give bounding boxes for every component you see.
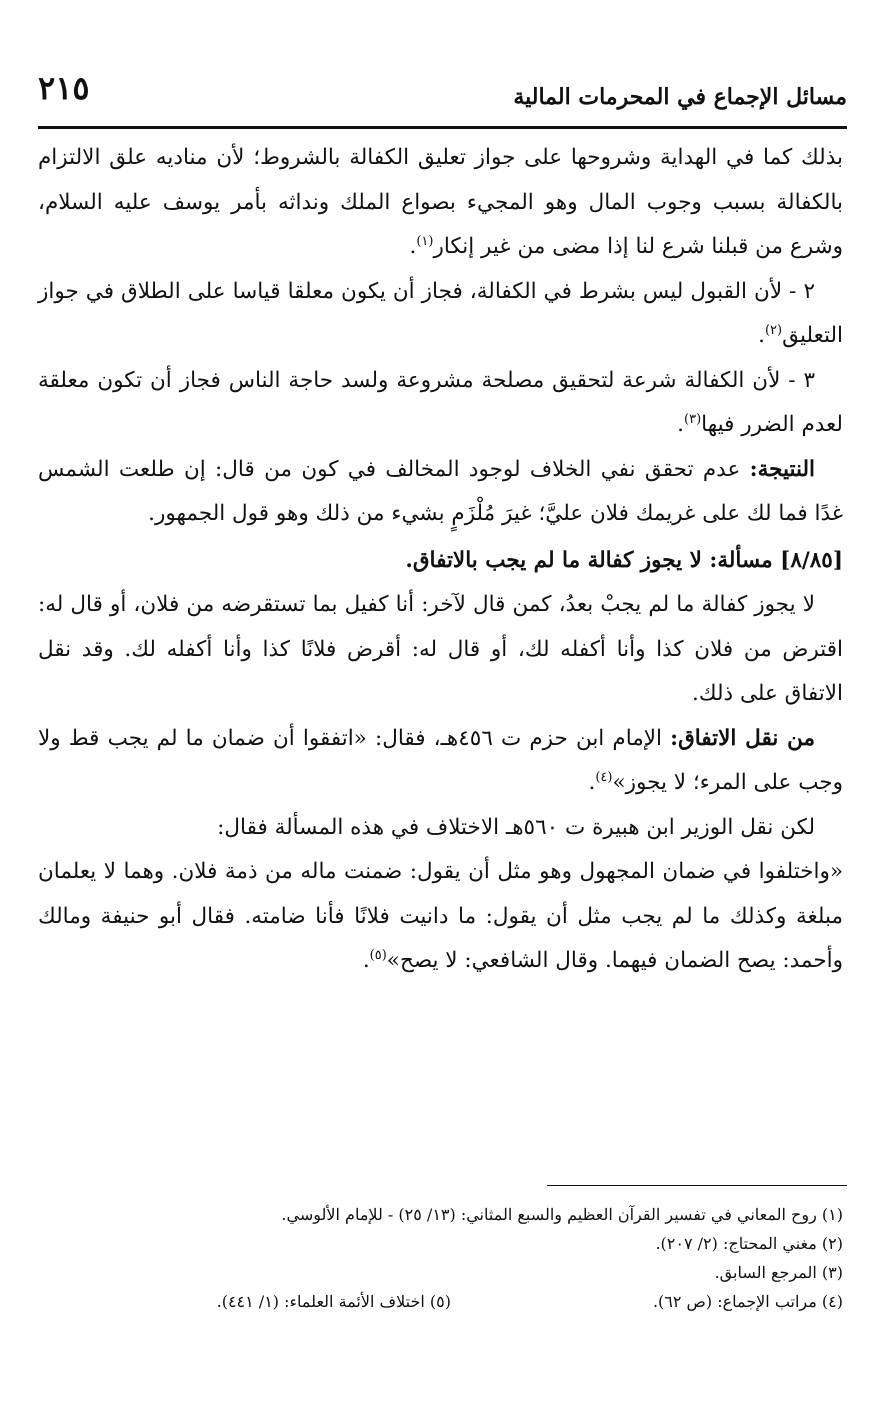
paragraph-text: الإمام ابن حزم ت ٤٥٦هـ، فقال: «اتفقوا أن ضمان ما لم يجب قط ولا وجب على المرء؛ لا يجوز» xyxy=(38,725,843,795)
footnote-row xyxy=(38,1287,843,1316)
paragraph-text: بذلك كما في الهداية وشروحها على جواز تعليق الكفالة بالشروط؛ لأن مناديه علق الالتزام بالكفالة بسبب وجوب المال وهو المجيء بصواع الملك ونداثه بأمر يوسف عليه السلام، وشرع من قبلنا شرع لنا إذا مضى من غير إنكار xyxy=(38,145,843,259)
footnote: (١) روح المعاني في تفسير القرآن العظيم والسبع المثاني: (١٣/ ٢٥) - للإمام الألوسي. xyxy=(281,1205,843,1224)
footnotes xyxy=(38,1200,843,1316)
paragraph: ٢ - لأن القبول ليس بشرط في الكفالة، فجاز أن يكون معلقا قياسا على الطلاق في جواز التعليق$^{(٢)}$. xyxy=(38,278,843,348)
footnote: (٣) المرجع السابق. xyxy=(714,1263,843,1282)
result-label: النتيجة: xyxy=(749,456,815,482)
footnote: (٥) اختلاف الأئمة العلماء: (١/ ٤٤١). xyxy=(216,1292,451,1311)
footnote-ref: (٢) xyxy=(764,322,783,338)
paragraph xyxy=(38,448,843,537)
paragraph-text: عدم تحقق نفي الخلاف لوجود المخالف في كون من قال: إن طلعت الشمس غدًا فما لك على غريمك فلان عليَّ؛ غيرَ مُلْزَمٍ بشيء من ذلك وهو قول الجمهور. xyxy=(38,456,843,526)
footnote: (٤) مراتب الإجماع: (ص ٦٢). xyxy=(652,1292,843,1311)
paragraph-text: ٢ - لأن القبول ليس بشرط في الكفالة، فجاز أن يكون معلقا قياسا على الطلاق في جواز التعليق xyxy=(38,278,843,348)
page-header xyxy=(38,66,847,129)
footnote-ref: (١) xyxy=(416,233,434,249)
footnote-ref: (٥) xyxy=(369,947,387,963)
footnote-ref: (٣) xyxy=(684,411,702,427)
paragraph: لا يجوز كفالة ما لم يجبْ بعدُ، كمن قال لآخر: أنا كفيل بما تستقرضه من فلان، أو قال له: اقترض من فلان كذا وأنا أكفله لك، أو قال له: أقرض فلانًا كذا وأنا أكفله لك. وقد نقل الاتفاق على ذلك. xyxy=(38,592,843,706)
main-text xyxy=(38,136,843,984)
section-heading: [٨/٨٥] مسألة: لا يجوز كفالة ما لم يجب بالاتفاق. xyxy=(405,547,843,573)
quotation: «واختلفوا في ضمان المجهول وهو مثل أن يقول: ضمنت ماله من ذمة فلان. وهما لا يعلمان مبلغة وكذلك ما لم يجب مثل أن يقول: ما دانيت فلانًا فأنا ضامته. فقال أبو حنيفة ومالك وأحمد: يصح الضمان فيهما. وقال الشافعي: لا يصح»$^{(٥)}$. xyxy=(38,859,843,973)
paragraph-text: «واختلفوا في ضمان المجهول وهو مثل أن يقول: ضمنت ماله من ذمة فلان. وهما لا يعلمان مبلغة وكذلك ما لم يجب مثل أن يقول: ما دانيت فلانًا فأنا ضامته. فقال أبو حنيفة ومالك وأحمد: يصح الضمان فيهما. وقال الشافعي: لا يصح» xyxy=(38,859,843,973)
running-title: مسائل الإجماع في المحرمات المالية xyxy=(513,84,847,110)
paragraph-text: ٣ - لأن الكفالة شرعة لتحقيق مصلحة مشروعة ولسد حاجة الناس فجاز أن تكون معلقة لعدم الضرر فيها xyxy=(38,367,843,437)
page-number: ٢١٥ xyxy=(38,69,90,107)
paragraph: بذلك كما في الهداية وشروحها على جواز تعليق الكفالة بالشروط؛ لأن مناديه علق الالتزام بالكفالة بسبب وجوب المال وهو المجيء بصواع الملك ونداثه بأمر يوسف عليه السلام، وشرع من قبلنا شرع لنا إذا مضى من غير إنكار$^{(١)}$. xyxy=(38,145,843,259)
footnote-separator xyxy=(547,1185,847,1186)
transmitter-label: من نقل الاتفاق: xyxy=(670,725,815,751)
footnote: (٢) مغني المحتاج: (٢/ ٢٠٧). xyxy=(655,1234,843,1253)
paragraph: من نقل الاتفاق: الإمام ابن حزم ت ٤٥٦هـ، فقال: «اتفقوا أن ضمان ما لم يجب قط ولا وجب على المرء؛ لا يجوز»$^{(٤)}$. xyxy=(38,725,843,795)
footnote-ref: (٤) xyxy=(595,769,613,785)
paragraph: ٣ - لأن الكفالة شرعة لتحقيق مصلحة مشروعة ولسد حاجة الناس فجاز أن تكون معلقة لعدم الضرر فيها$^{(٣)}$. xyxy=(38,367,843,437)
paragraph: لكن نقل الوزير ابن هبيرة ت ٥٦٠هـ الاختلاف في هذه المسألة فقال: xyxy=(217,814,815,840)
